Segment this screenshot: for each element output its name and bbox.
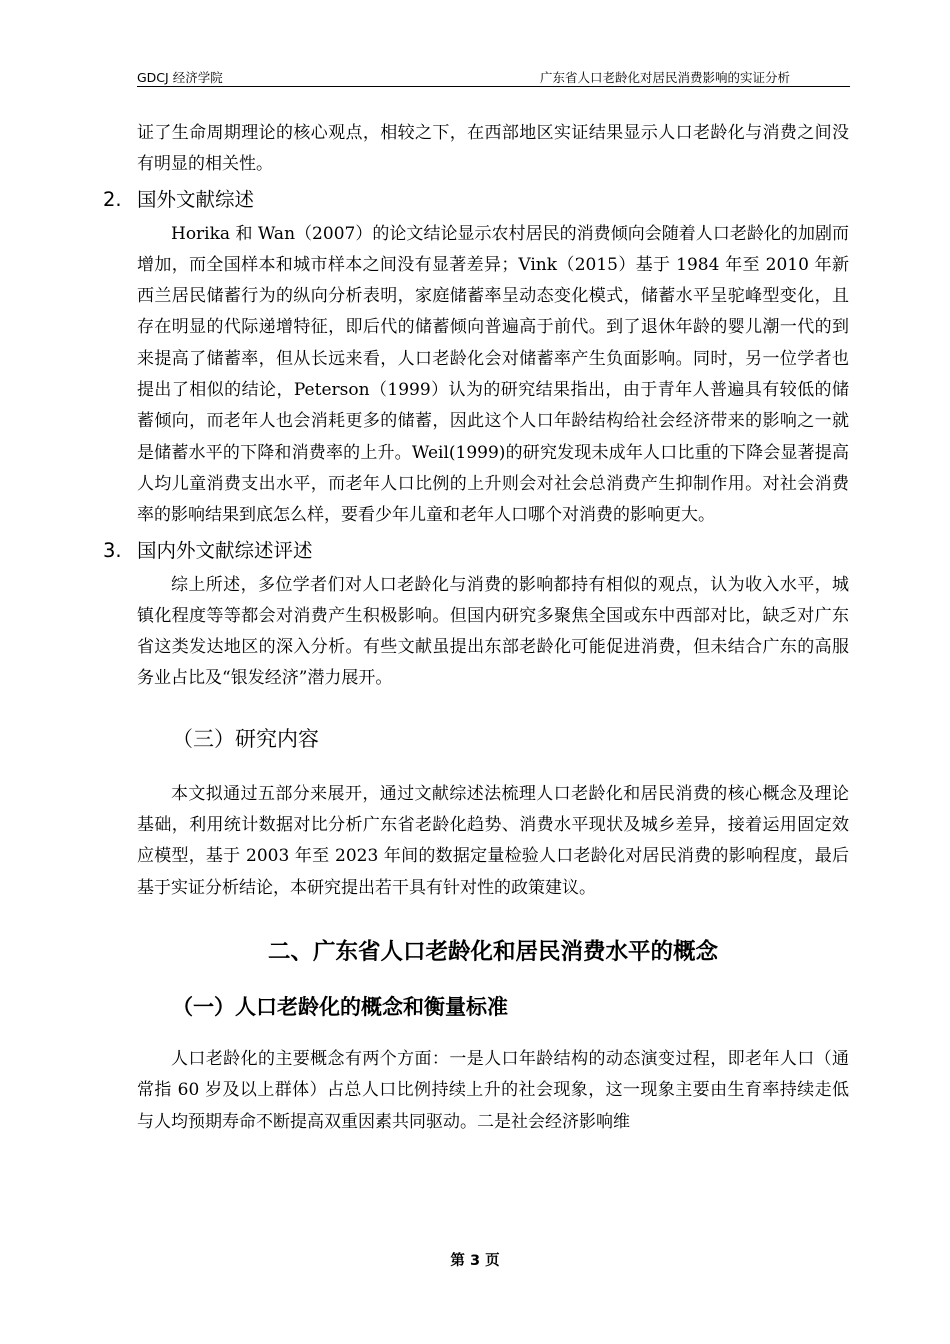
section-title: 国外文献综述	[137, 187, 255, 211]
section-number: 2.	[103, 187, 122, 211]
subheading-research-content: （三）研究内容	[172, 726, 319, 751]
document-body	[103, 118, 849, 1138]
paragraph-research-content: 本文拟通过五部分来展开，通过文献综述法梳理人口老龄化和居民消费的核心概念及理论基础，利用统计数据对比分析广东省老龄化趋势、消费水平现状及城乡差异，接着运用固定效应模型，基于 2003 年至 2023 年间的数据定量检验人口老龄化对居民消费的影响程度，最后基于实证分析结论，本研究提出若干具有针对性的政策建议。	[137, 783, 849, 898]
chapter-title: 二、广东省人口老龄化和居民消费水平的概念	[267, 938, 718, 965]
section-heading-literature-review	[103, 534, 849, 568]
page-number: 第 3 页	[450, 1253, 500, 1269]
paragraph-continuation: 证了生命周期理论的核心观点，相较之下，在西部地区实证结果显示人口老龄化与消费之间没有明显的相关性。	[137, 123, 849, 175]
section-number: 3.	[103, 538, 122, 562]
header-left-text: GDCJ 经济学院	[137, 70, 223, 85]
header-right-text: 广东省人口老龄化对居民消费影响的实证分析	[539, 70, 790, 85]
paragraph-foreign-literature: Horika 和 Wan（2007）的论文结论显示农村居民的消费倾向会随着人口老龄化的加剧而增加，而全国样本和城市样本之间没有显著差异；Vink（2015）基于 1984 年至 2010 年新西兰居民储蓄行为的纵向分析表明，家庭储蓄率呈动态变化模式，储蓄水平呈驼峰型变化，且存在明显的代际递增特征，即后代的储蓄倾向普遍高于前代。到了退休年龄的婴儿潮一代的到来提高了储蓄率，但从长远来看，人口老龄化会对储蓄率产生负面影响。同时，另一位学者也提出了相似的结论，Peterson（1999）认为的研究结果指出，由于青年人普遍具有较低的储蓄倾向，而老年人也会消耗更多的储蓄，因此这个人口年龄结构给社会经济带来的影响之一就是储蓄水平的下降和消费率的上升。Weil(1999)的研究发现未成年人口比重的下降会显著提高人均儿童消费支出水平，而老年人口比例的上升则会对社会总消费产生抑制作用。对社会消费率的影响结果到底怎么样，要看少年儿童和老年人口哪个对消费的影响更大。	[137, 223, 849, 526]
subheading-aging-concept: （一）人口老龄化的概念和衡量标准	[172, 994, 508, 1019]
paragraph-literature-review: 综上所述，多位学者们对人口老龄化与消费的影响都持有相似的观点，认为收入水平，城镇化程度等等都会对消费产生积极影响。但国内研究多聚焦全国或东中西部对比，缺乏对广东省这类发达地区的深入分析。有些文献虽提出东部老龄化可能促进消费，但未结合广东的高服务业占比及“银发经济”潜力展开。	[137, 574, 849, 689]
page-header	[137, 66, 850, 87]
section-title: 国内外文献综述评述	[137, 538, 313, 562]
section-heading-foreign-literature	[103, 183, 849, 217]
paragraph-aging-concept: 人口老龄化的主要概念有两个方面：一是人口年龄结构的动态演变过程，即老年人口（通常指 60 岁及以上群体）占总人口比例持续上升的社会现象，这一现象主要由生育率持续走低与人均预期寿命不断提高双重因素共同驱动。二是社会经济影响维	[137, 1048, 849, 1132]
